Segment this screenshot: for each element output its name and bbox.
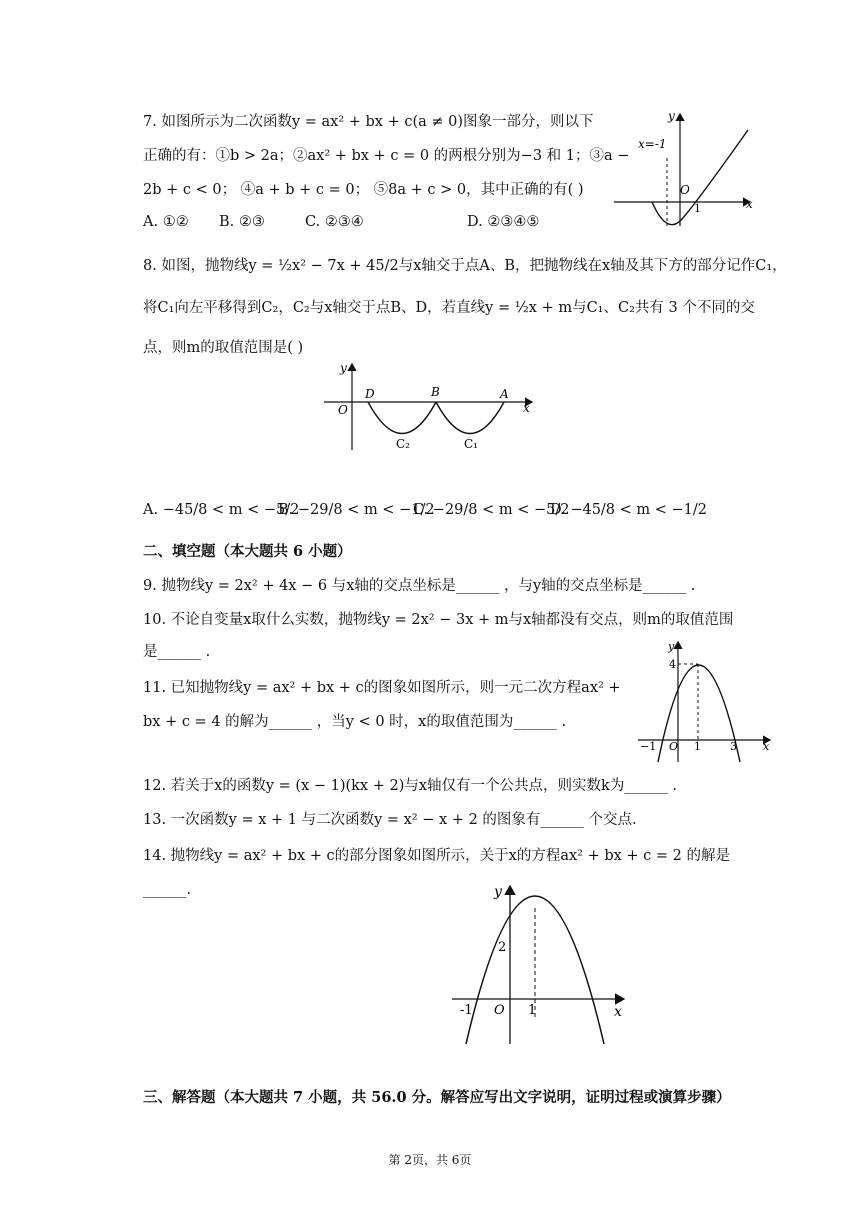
q8-label-c1: C₁ (464, 437, 478, 451)
page-footer: 第 2页，共 6页 (388, 1153, 472, 1167)
section-3-heading: 三、解答题（本大题共 7 小题，共 56.0 分。解答应写出文字说明，证明过程或演算步骤） (143, 1089, 731, 1106)
q8-option-a: A. −45/8 < m < −5/2 (143, 502, 300, 518)
q8-point-d: D (365, 387, 375, 401)
q11-x-label: x (763, 740, 770, 753)
q7-option-d: D. ②③④⑤ (467, 214, 540, 230)
q7-origin-label: O (680, 183, 690, 197)
q7-symmetry-label: x=-1 (638, 137, 667, 151)
q7-line1: 7. 如图所示为二次函数y = ax² + bx + c(a ≠ 0)图象一部分，则以下 (143, 114, 594, 130)
q11-vertex-x-label: 1 (694, 740, 701, 753)
q10-line1: 10. 不论自变量x取什么实数，抛物线y = 2x² − 3x + m与x轴都没有交点，则m的取值范围 (143, 612, 734, 628)
q8-line3: 点，则m的取值范围是( ) (143, 340, 304, 356)
q9-text: 9. 抛物线y = 2x² + 4x − 6 与x轴的交点坐标是______ ，与y轴的交点坐标是______ . (143, 578, 696, 594)
q14-intercept-label: 2 (498, 940, 507, 955)
q8-line1: 8. 如图，抛物线y = ½x² − 7x + 45/2与x轴交于点A、B，把抛物线在x轴及其下方的部分记作C₁， (143, 258, 787, 274)
q8-curve-c2 (368, 402, 436, 434)
q7-y-label: y (668, 109, 675, 123)
q14-y-label: y (494, 884, 502, 900)
q11-parabola-figure (636, 638, 776, 763)
q7-x-label: x (746, 197, 753, 211)
section-2-heading: 二、填空题（本大题共 6 小题） (143, 543, 352, 560)
q14-root-label: -1 (460, 1003, 473, 1018)
q14-line2: ______. (143, 882, 192, 898)
q11-root-right-label: 3 (730, 740, 737, 753)
q8-origin-label: O (338, 403, 348, 417)
q11-max-label: 4 (669, 658, 676, 671)
q7-option-c: C. ②③④ (305, 214, 364, 230)
q7-option-a: A. ①② (143, 214, 189, 230)
q11-root-left-label: −1 (640, 740, 657, 753)
q11-y-label: y (668, 640, 675, 653)
q11-line1: 11. 已知抛物线y = ax² + bx + c的图象如图所示，则一元二次方程ax² + (143, 680, 621, 696)
q14-parabola-figure (446, 878, 636, 1048)
q14-x-label: x (614, 1004, 622, 1020)
q7-parabola-figure (610, 108, 760, 230)
q8-option-d: D. −45/8 < m < −1/2 (550, 502, 708, 518)
q14-vertex-x-label: 1 (528, 1003, 537, 1018)
q7-tick-1-label: 1 (694, 202, 701, 215)
q8-point-a: A (500, 387, 509, 401)
q8-option-b: B. −29/8 < m < −1/2 (278, 502, 435, 518)
q11-line2: bx + c = 4 的解为______ ，当y < 0 时，x的取值范围为______ . (143, 714, 567, 730)
q12-text: 12. 若关于x的函数y = (x − 1)(kx + 2)与x轴仅有一个公共点，则实数k为______ . (143, 778, 678, 794)
q8-line2: 将C₁向左平移得到C₂，C₂与x轴交于点B、D，若直线y = ½x + m与C₁、C₂共有 3 个不同的交 (143, 300, 755, 316)
q8-parabolas-figure (320, 360, 540, 455)
q8-point-b: B (431, 385, 440, 399)
q8-y-label: y (340, 361, 347, 375)
q11-origin-label: O (669, 740, 679, 753)
q14-origin-label: O (494, 1003, 505, 1018)
q14-line1: 14. 抛物线y = ax² + bx + c的部分图象如图所示，关于x的方程ax² + bx + c = 2 的解是 (143, 848, 731, 864)
q8-label-c2: C₂ (396, 437, 410, 451)
q10-line2: 是______ . (143, 644, 211, 660)
q13-text: 13. 一次函数y = x + 1 与二次函数y = x² − x + 2 的图象有______ 个交点. (143, 812, 637, 828)
q7-option-b: B. ②③ (219, 214, 265, 230)
q8-curve-c1 (436, 402, 504, 434)
q8-x-label: x (523, 401, 530, 415)
q7-line2: 正确的有：①b > 2a；②ax² + bx + c = 0 的两根分别为−3 和 1；③a − (143, 148, 630, 164)
q8-option-c: C. −29/8 < m < −5/2 (413, 502, 570, 518)
q7-line3: 2b + c < 0； ④a + b + c = 0； ⑤8a + c > 0，其中正确的有( ) (143, 182, 584, 198)
